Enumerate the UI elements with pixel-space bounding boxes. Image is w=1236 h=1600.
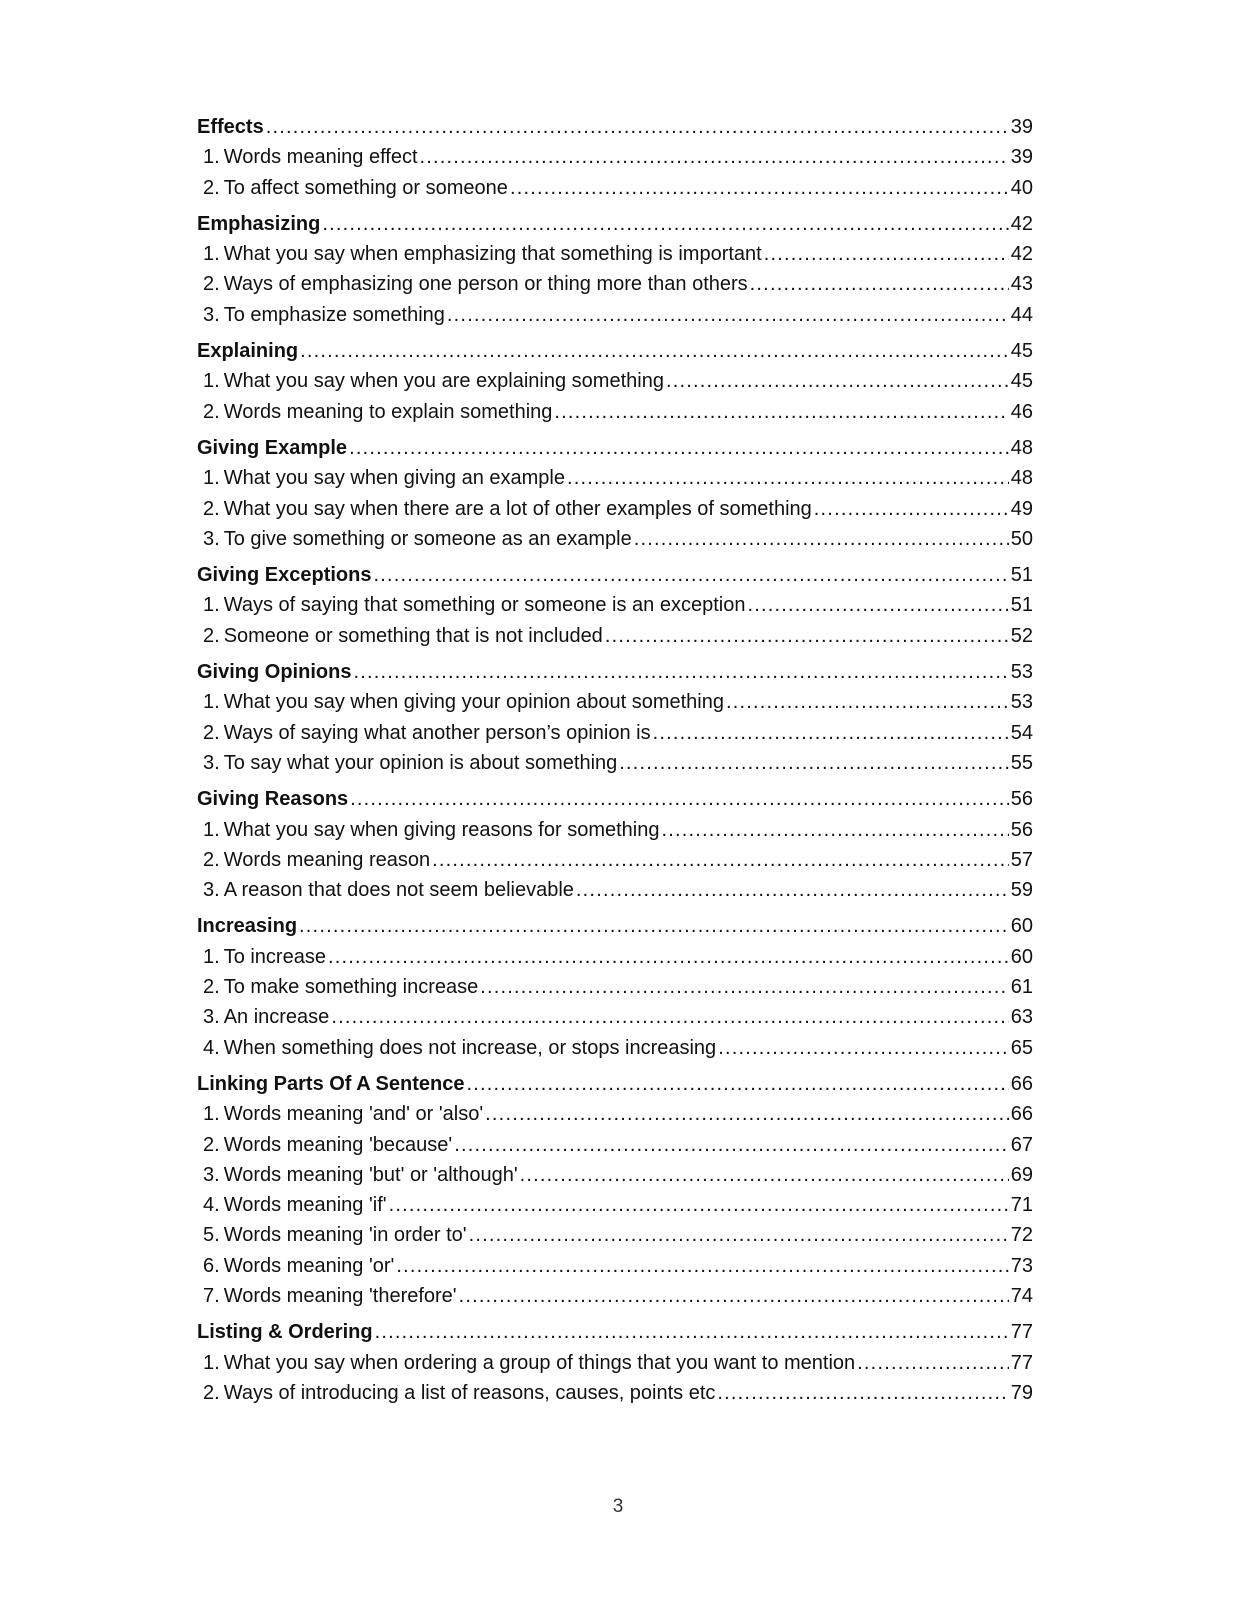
toc-section (197, 560, 1033, 651)
dot-leader (266, 112, 1009, 142)
entry-page-number: 57 (1010, 848, 1033, 871)
dot-leader (653, 718, 1009, 748)
toc-entry[interactable] (197, 1220, 1033, 1250)
entry-label: Words meaning 'if' (223, 1194, 387, 1217)
dot-leader (454, 1130, 1009, 1160)
section-title: Increasing (197, 915, 298, 938)
toc-entry[interactable] (197, 687, 1033, 717)
entry-title (203, 1281, 457, 1311)
entry-title (203, 942, 326, 972)
dot-leader (485, 1099, 1009, 1129)
section-title: Giving Exceptions (197, 564, 372, 587)
dot-leader (634, 524, 1009, 554)
entry-title (203, 142, 418, 172)
section-page-number: 66 (1010, 1072, 1033, 1095)
entry-number: 2. (203, 273, 220, 296)
entry-page-number: 61 (1010, 976, 1033, 999)
entry-number: 3. (203, 303, 220, 326)
entry-number: 2. (203, 497, 220, 520)
entry-title (203, 1130, 452, 1160)
entry-page-number: 56 (1010, 818, 1033, 841)
entry-label: Words meaning 'but' or 'although' (223, 1163, 518, 1186)
entry-number: 3. (203, 1006, 220, 1029)
entry-label: To make something increase (223, 976, 479, 999)
toc-entry[interactable] (197, 1002, 1033, 1032)
entry-number: 3. (203, 1163, 220, 1186)
dot-leader (373, 560, 1008, 590)
entry-title (203, 1160, 518, 1190)
entry-page-number: 66 (1010, 1103, 1033, 1126)
dot-leader (350, 784, 1009, 814)
toc-entry[interactable] (197, 366, 1033, 396)
toc-entry[interactable] (197, 397, 1033, 427)
entry-number: 3. (203, 879, 220, 902)
entry-page-number: 44 (1010, 303, 1033, 326)
entry-number: 1. (203, 1351, 220, 1374)
entry-page-number: 43 (1010, 273, 1033, 296)
entry-number: 2. (203, 721, 220, 744)
dot-leader (328, 942, 1009, 972)
section-page-number: 53 (1010, 661, 1033, 684)
entry-title (203, 239, 762, 269)
toc-section (197, 433, 1033, 554)
entry-title (203, 815, 659, 845)
dot-leader (469, 1220, 1009, 1250)
entry-number: 1. (203, 146, 220, 169)
entry-title (203, 173, 508, 203)
toc-entry[interactable] (197, 845, 1033, 875)
toc-entry[interactable] (197, 1378, 1033, 1408)
entry-label: Words meaning 'or' (223, 1254, 395, 1277)
toc-section-heading[interactable] (197, 1317, 1033, 1347)
toc-entry[interactable] (197, 1160, 1033, 1190)
entry-title (203, 1033, 716, 1063)
toc-entry[interactable] (197, 815, 1033, 845)
toc-section-heading[interactable] (197, 433, 1033, 463)
entry-label: Words meaning 'in order to' (223, 1224, 467, 1247)
dot-leader (717, 1378, 1008, 1408)
section-title: Giving Example (197, 436, 348, 459)
dot-leader (718, 1033, 1009, 1063)
entry-page-number: 73 (1010, 1254, 1033, 1277)
toc-entry[interactable] (197, 463, 1033, 493)
entry-page-number: 79 (1010, 1381, 1033, 1404)
entry-label: Words meaning effect (223, 146, 418, 169)
entry-label: To affect something or someone (223, 176, 508, 199)
section-title: Listing & Ordering (197, 1321, 373, 1344)
toc-entry[interactable] (197, 494, 1033, 524)
entry-label: What you say when giving reasons for something (223, 818, 660, 841)
entry-page-number: 72 (1010, 1224, 1033, 1247)
entry-page-number: 49 (1010, 497, 1033, 520)
entry-title (203, 300, 445, 330)
dot-leader (520, 1160, 1009, 1190)
entry-title (203, 590, 745, 620)
dot-leader (750, 269, 1009, 299)
dot-leader (396, 1251, 1008, 1281)
dot-leader (576, 875, 1009, 905)
entry-number: 1. (203, 370, 220, 393)
entry-number: 6. (203, 1254, 220, 1277)
entry-title (203, 972, 478, 1002)
entry-title (203, 845, 430, 875)
entry-label: To give something or someone as an example (223, 527, 632, 550)
entry-title (203, 621, 603, 651)
dot-leader (299, 911, 1009, 941)
entry-number: 5. (203, 1224, 220, 1247)
entry-number: 7. (203, 1284, 220, 1307)
entry-title (203, 1348, 855, 1378)
entry-title (203, 687, 724, 717)
entry-title (203, 1220, 467, 1250)
entry-title (203, 524, 632, 554)
toc-section-heading[interactable] (197, 1069, 1033, 1099)
toc-entry[interactable] (197, 748, 1033, 778)
entry-label: What you say when giving an example (223, 467, 565, 490)
entry-label: To say what your opinion is about something (223, 751, 618, 774)
entry-page-number: 54 (1010, 721, 1033, 744)
entry-label: A reason that does not seem believable (223, 879, 574, 902)
entry-title (203, 1190, 387, 1220)
dot-leader (619, 748, 1008, 778)
dot-leader (349, 433, 1009, 463)
entry-page-number: 59 (1010, 879, 1033, 902)
entry-page-number: 74 (1010, 1284, 1033, 1307)
entry-label: Ways of emphasizing one person or thing more than others (223, 273, 748, 296)
entry-page-number: 46 (1010, 400, 1033, 423)
toc-section-heading[interactable] (197, 784, 1033, 814)
dot-leader (480, 972, 1008, 1002)
entry-title (203, 748, 617, 778)
entry-label: Ways of saying what another person’s opinion is (223, 721, 651, 744)
dot-leader (375, 1317, 1009, 1347)
toc-entry[interactable] (197, 1348, 1033, 1378)
entry-number: 1. (203, 594, 220, 617)
entry-number: 1. (203, 691, 220, 714)
section-page-number: 42 (1010, 212, 1033, 235)
entry-page-number: 39 (1010, 146, 1033, 169)
dot-leader (554, 397, 1008, 427)
entry-page-number: 45 (1010, 370, 1033, 393)
toc-section (197, 784, 1033, 905)
dot-leader (300, 336, 1009, 366)
entry-number: 2. (203, 400, 220, 423)
toc-entry[interactable] (197, 524, 1033, 554)
dot-leader (567, 463, 1009, 493)
dot-leader (459, 1281, 1009, 1311)
entry-page-number: 50 (1010, 527, 1033, 550)
section-title: Linking Parts Of A Sentence (197, 1072, 465, 1095)
table-of-contents (197, 112, 1033, 1414)
toc-entry[interactable] (197, 239, 1033, 269)
entry-page-number: 60 (1010, 945, 1033, 968)
toc-entry[interactable] (197, 972, 1033, 1002)
section-page-number: 60 (1010, 915, 1033, 938)
entry-number: 1. (203, 818, 220, 841)
entry-page-number: 51 (1010, 594, 1033, 617)
entry-number: 1. (203, 945, 220, 968)
entry-title (203, 718, 651, 748)
toc-entry[interactable] (197, 1099, 1033, 1129)
entry-page-number: 52 (1010, 624, 1033, 647)
entry-label: What you say when emphasizing that something is important (223, 243, 762, 266)
section-title: Giving Opinions (197, 661, 352, 684)
toc-section (197, 1317, 1033, 1408)
section-title: Effects (197, 116, 264, 138)
toc-entry[interactable] (197, 300, 1033, 330)
toc-entry[interactable] (197, 269, 1033, 299)
entry-number: 3. (203, 751, 220, 774)
toc-entry[interactable] (197, 718, 1033, 748)
section-page-number: 45 (1010, 340, 1033, 363)
dot-leader (857, 1348, 1009, 1378)
toc-section (197, 911, 1033, 1062)
entry-page-number: 71 (1010, 1194, 1033, 1217)
entry-label: What you say when ordering a group of things that you want to mention (223, 1351, 856, 1374)
entry-page-number: 63 (1010, 1006, 1033, 1029)
toc-section (197, 336, 1033, 427)
dot-leader (331, 1002, 1008, 1032)
entry-number: 3. (203, 527, 220, 550)
toc-entry[interactable] (197, 621, 1033, 651)
dot-leader (666, 366, 1009, 396)
entry-label: Words meaning to explain something (223, 400, 553, 423)
toc-section-heading[interactable] (197, 560, 1033, 590)
dot-leader (510, 173, 1009, 203)
entry-label: An increase (223, 1006, 330, 1029)
entry-page-number: 48 (1010, 467, 1033, 490)
entry-title (203, 1099, 483, 1129)
toc-entry[interactable] (197, 173, 1033, 203)
entry-label: To increase (223, 945, 326, 968)
section-page-number: 56 (1010, 788, 1033, 811)
toc-entry[interactable] (197, 1033, 1033, 1063)
dot-leader (661, 815, 1008, 845)
section-page-number: 51 (1010, 564, 1033, 587)
toc-section-heading[interactable] (197, 336, 1033, 366)
entry-title (203, 1251, 394, 1281)
entry-page-number: 77 (1010, 1351, 1033, 1374)
entry-number: 2. (203, 176, 220, 199)
entry-title (203, 366, 664, 396)
entry-title (203, 269, 748, 299)
dot-leader (447, 300, 1009, 330)
toc-entry[interactable] (197, 590, 1033, 620)
section-title: Giving Reasons (197, 788, 349, 811)
toc-section-heading[interactable] (197, 657, 1033, 687)
entry-label: What you say when you are explaining something (223, 370, 664, 393)
entry-page-number: 65 (1010, 1036, 1033, 1059)
entry-page-number: 67 (1010, 1133, 1033, 1156)
entry-page-number: 40 (1010, 176, 1033, 199)
entry-title (203, 397, 552, 427)
dot-leader (420, 142, 1009, 172)
entry-number: 4. (203, 1036, 220, 1059)
dot-leader (389, 1190, 1009, 1220)
toc-section (197, 209, 1033, 330)
entry-label: When something does not increase, or stops increasing (223, 1036, 717, 1059)
entry-number: 2. (203, 624, 220, 647)
entry-number: 1. (203, 1103, 220, 1126)
dot-leader (747, 590, 1008, 620)
section-title: Explaining (197, 340, 299, 363)
entry-label: Someone or something that is not included (223, 624, 603, 647)
dot-leader (605, 621, 1009, 651)
toc-section (197, 1069, 1033, 1311)
entry-title (203, 463, 565, 493)
toc-section-heading[interactable] (197, 112, 1033, 142)
dot-leader (764, 239, 1009, 269)
entry-label: To emphasize something (223, 303, 445, 326)
toc-section (197, 657, 1033, 778)
entry-label: Words meaning 'therefore' (223, 1284, 457, 1307)
entry-title (203, 875, 574, 905)
entry-number: 2. (203, 1381, 220, 1404)
dot-leader (726, 687, 1009, 717)
entry-title (203, 1378, 715, 1408)
entry-number: 2. (203, 848, 220, 871)
entry-label: Ways of saying that something or someone is an exception (223, 594, 746, 617)
entry-label: Words meaning reason (223, 848, 431, 871)
toc-entry[interactable] (197, 142, 1033, 172)
toc-entry[interactable] (197, 1190, 1033, 1220)
entry-label: Ways of introducing a list of reasons, causes, points etc (223, 1381, 716, 1404)
toc-section (197, 112, 1033, 203)
entry-number: 1. (203, 467, 220, 490)
section-page-number: 77 (1010, 1321, 1033, 1344)
section-page-number: 48 (1010, 436, 1033, 459)
toc-section-heading[interactable] (197, 209, 1033, 239)
toc-section-heading[interactable] (197, 911, 1033, 941)
entry-number: 2. (203, 976, 220, 999)
entry-title (203, 494, 812, 524)
entry-page-number: 55 (1010, 751, 1033, 774)
section-page-number: 39 (1010, 116, 1033, 138)
entry-number: 1. (203, 243, 220, 266)
page-number: 3 (612, 1496, 624, 1517)
entry-page-number: 53 (1010, 691, 1033, 714)
dot-leader (322, 209, 1008, 239)
dot-leader (814, 494, 1009, 524)
entry-page-number: 42 (1010, 243, 1033, 266)
entry-label: Words meaning 'because' (223, 1133, 453, 1156)
toc-entry[interactable] (197, 1130, 1033, 1160)
entry-label: Words meaning 'and' or 'also' (223, 1103, 484, 1126)
toc-entry[interactable] (197, 875, 1033, 905)
entry-title (203, 1002, 329, 1032)
toc-entry[interactable] (197, 1251, 1033, 1281)
entry-page-number: 69 (1010, 1163, 1033, 1186)
entry-label: What you say when there are a lot of other examples of something (223, 497, 812, 520)
entry-number: 2. (203, 1133, 220, 1156)
dot-leader (353, 657, 1008, 687)
section-title: Emphasizing (197, 212, 321, 235)
dot-leader (466, 1069, 1008, 1099)
dot-leader (432, 845, 1009, 875)
entry-label: What you say when giving your opinion about something (223, 691, 724, 714)
toc-entry[interactable] (197, 942, 1033, 972)
entry-number: 4. (203, 1194, 220, 1217)
toc-entry[interactable] (197, 1281, 1033, 1311)
